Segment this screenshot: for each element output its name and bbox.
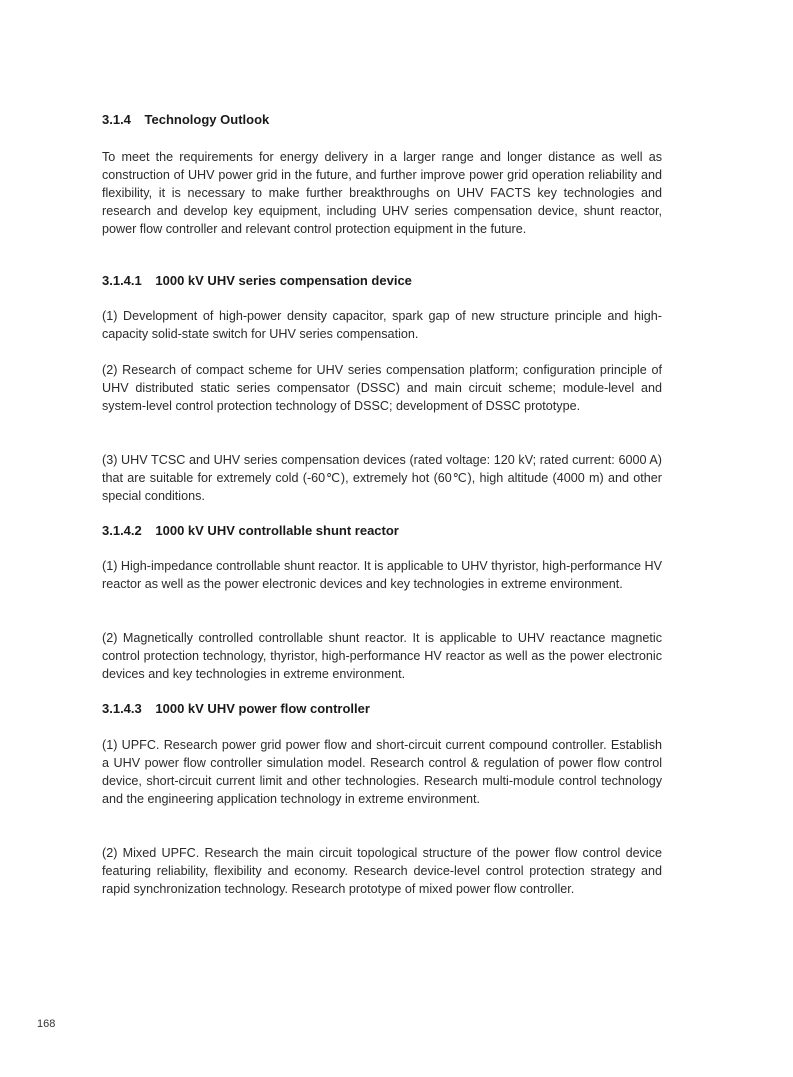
paragraph: (2) Mixed UPFC. Research the main circuit topological structure of the power flow control device featuring reliability, flexibility and economy. Research device-level control protection strategy and rapid synchronization technology. Research prototype of mixed power flow controller. — [102, 846, 662, 896]
section-heading: 3.1.4 Technology Outlook — [102, 112, 270, 127]
paragraph: (1) Development of high-power density capacitor, spark gap of new structure principle and high-capacity solid-state switch for UHV series compensation. — [102, 309, 662, 341]
paragraph: (2) Magnetically controlled controllable shunt reactor. It is applicable to UHV reactance magnetic control protection technology, thyristor, high-performance HV reactor as well as the power electronic devices and key technologies in extreme environment. — [102, 631, 662, 681]
subsection-heading: 3.1.4.1 1000 kV UHV series compensation device — [102, 273, 412, 288]
paragraph: (3) UHV TCSC and UHV series compensation devices (rated voltage: 120 kV; rated current: 6000 A) that are suitable for extremely cold (-60℃), extremely hot (60℃), high altitude (4000 m) and other special conditions. — [102, 453, 662, 503]
subsection-heading: 3.1.4.3 1000 kV UHV power flow controller — [102, 701, 370, 716]
page-number: 168 — [37, 1018, 56, 1030]
paragraph: (1) UPFC. Research power grid power flow and short-circuit current compound controller. Establish a UHV power flow controller simulation model. Research control & regulation of power flow control device, short-circuit current limit and other technologies. Research multi-module control technology and the engineering application technology in extreme environment. — [102, 738, 662, 806]
intro-paragraph: To meet the requirements for energy delivery in a larger range and longer distance as well as construction of UHV power grid in the future, and further improve power grid operation reliability and flexibility, it is necessary to make further breakthroughs on UHV FACTS key technologies and research and develop key equipment, including UHV series compensation device, shunt reactor, power flow controller and relevant control protection equipment in the future. — [102, 150, 662, 236]
paragraph: (2) Research of compact scheme for UHV series compensation platform; configuration principle of UHV distributed static series compensator (DSSC) and main circuit scheme; module-level and system-level control protection technology of DSSC; development of DSSC prototype. — [102, 363, 662, 413]
paragraph: (1) High-impedance controllable shunt reactor. It is applicable to UHV thyristor, high-performance HV reactor as well as the power electronic devices and key technologies in extreme environment. — [102, 559, 662, 591]
subsection-heading: 3.1.4.2 1000 kV UHV controllable shunt reactor — [102, 523, 399, 538]
